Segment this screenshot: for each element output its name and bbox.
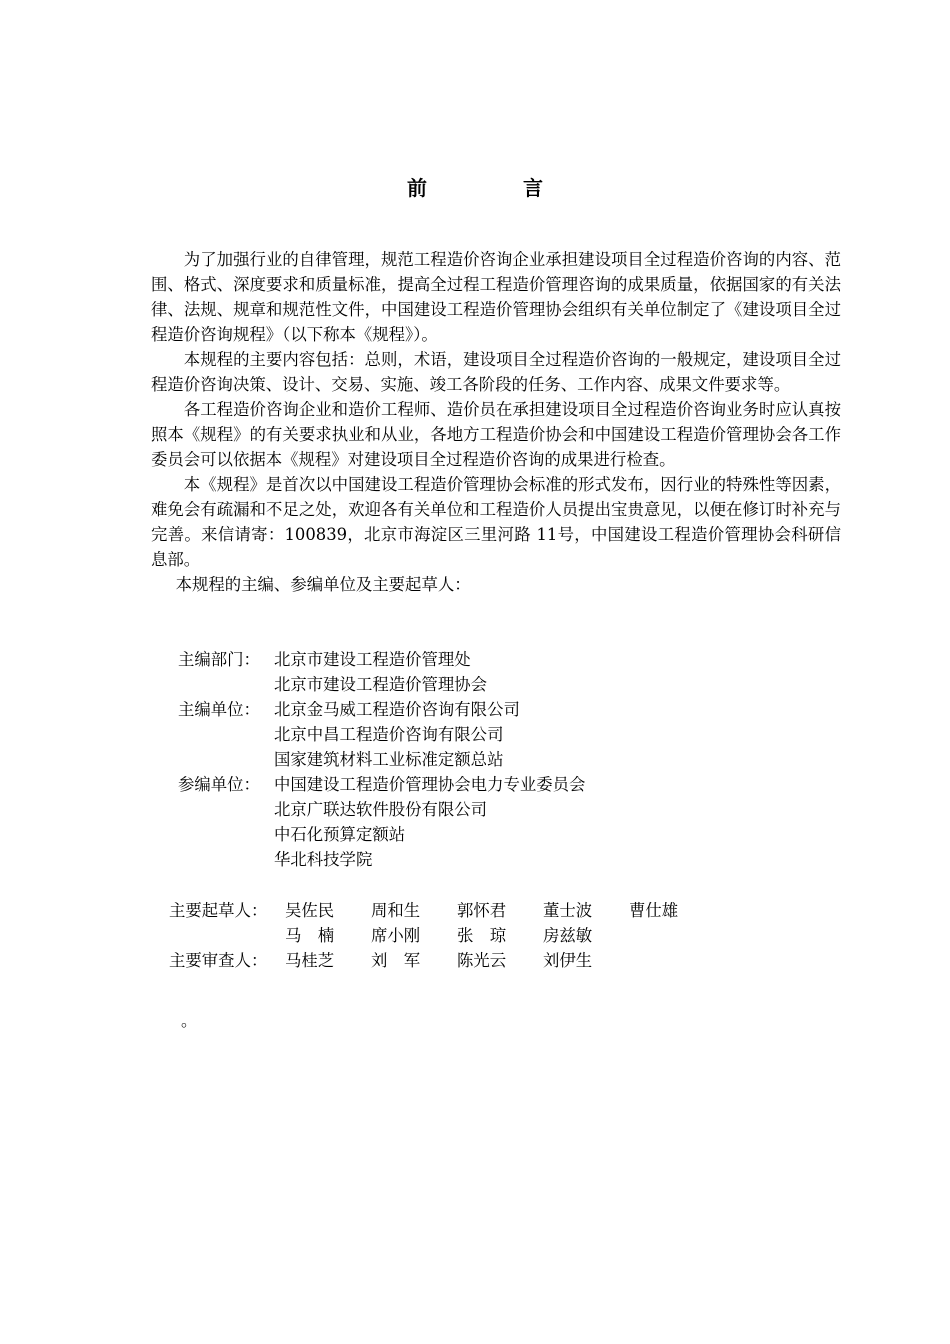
drafter-name: 张 琼	[457, 926, 507, 945]
unit-item: 国家建筑材料工业标准定额总站	[274, 750, 504, 769]
drafters-row-2	[169, 923, 715, 948]
co-units-list	[274, 772, 585, 872]
chief-units-label: 主编单位：	[178, 700, 260, 719]
drafter-name: 马 楠	[285, 926, 335, 945]
unit-item: 北京中昌工程造价咨询有限公司	[274, 725, 504, 744]
drafters-label-spacer	[169, 923, 285, 948]
chief-dept-group	[178, 647, 585, 697]
unit-item: 北京市建设工程造价管理处	[274, 650, 471, 669]
chief-dept-list	[274, 647, 487, 697]
chief-dept-label: 主编部门：	[178, 650, 260, 669]
unit-item: 北京市建设工程造价管理协会	[274, 675, 488, 694]
paragraph-contents: 本规程的主要内容包括：总则，术语，建设项目全过程造价咨询的一般规定，建设项目全过程造价咨询决策、设计、交易、实施、竣工各阶段的任务、工作内容、成果文件要求等。	[151, 350, 841, 394]
drafter-name: 曹仕雄	[629, 901, 679, 920]
unit-item: 北京金马威工程造价咨询有限公司	[274, 700, 520, 719]
drafter-name: 席小刚	[371, 926, 421, 945]
preface-body	[151, 247, 841, 597]
unit-item: 北京广联达软件股份有限公司	[274, 800, 488, 819]
chief-units-group	[178, 697, 585, 772]
unit-item: 中国建设工程造价管理协会电力专业委员会	[274, 775, 586, 794]
drafter-name: 周和生	[371, 901, 421, 920]
reviewer-name: 陈光云	[457, 951, 507, 970]
page-title: 前 言	[407, 176, 581, 200]
contributing-units	[178, 647, 585, 872]
reviewer-name: 刘 军	[371, 951, 421, 970]
paragraph-application: 各工程造价咨询企业和造价工程师、造价员在承担建设项目全过程造价咨询业务时应认真按照本《规程》的有关要求执业和从业，各地方工程造价协会和中国建设工程造价管理协会各工作委员会可以依据本《规程》对建设项目全过程造价咨询的成果进行检查。	[151, 400, 841, 469]
people-section	[169, 898, 715, 973]
reviewers-row	[169, 948, 715, 973]
unit-item: 华北科技学院	[274, 850, 373, 869]
end-mark: 。	[181, 1011, 198, 1030]
drafter-name: 吴佐民	[285, 901, 335, 920]
drafters-row-1	[169, 898, 715, 923]
chief-units-list	[274, 697, 520, 772]
drafters-label: 主要起草人：	[169, 901, 268, 920]
drafter-name: 房兹敏	[543, 926, 593, 945]
drafter-name: 董士波	[543, 901, 593, 920]
co-units-label: 参编单位：	[178, 775, 260, 794]
drafter-name: 郭怀君	[457, 901, 507, 920]
reviewer-name: 马桂芝	[285, 951, 335, 970]
paragraph-purpose: 为了加强行业的自律管理，规范工程造价咨询企业承担建设项目全过程造价咨询的内容、范围、格式、深度要求和质量标准，提高全过程工程造价管理咨询的成果质量，依据国家的有关法律、法规、规章和规范性文件，中国建设工程造价管理协会组织有关单位制定了《建设项目全过程造价咨询规程》（以下称本《规程》）。	[151, 250, 841, 344]
co-units-group	[178, 772, 585, 872]
reviewer-name: 刘伊生	[543, 951, 593, 970]
paragraph-feedback: 本《规程》是首次以中国建设工程造价管理协会标准的形式发布，因行业的特殊性等因素，难免会有疏漏和不足之处，欢迎各有关单位和工程造价人员提出宝贵意见，以便在修订时补充与完善。来信请寄：100839，北京市海淀区三里河路 11号，中国建设工程造价管理协会科研信息部。	[151, 475, 841, 569]
unit-item: 中石化预算定额站	[274, 825, 406, 844]
contributors-intro: 本规程的主编、参编单位及主要起草人：	[175, 575, 471, 594]
reviewers-label: 主要审查人：	[169, 951, 268, 970]
